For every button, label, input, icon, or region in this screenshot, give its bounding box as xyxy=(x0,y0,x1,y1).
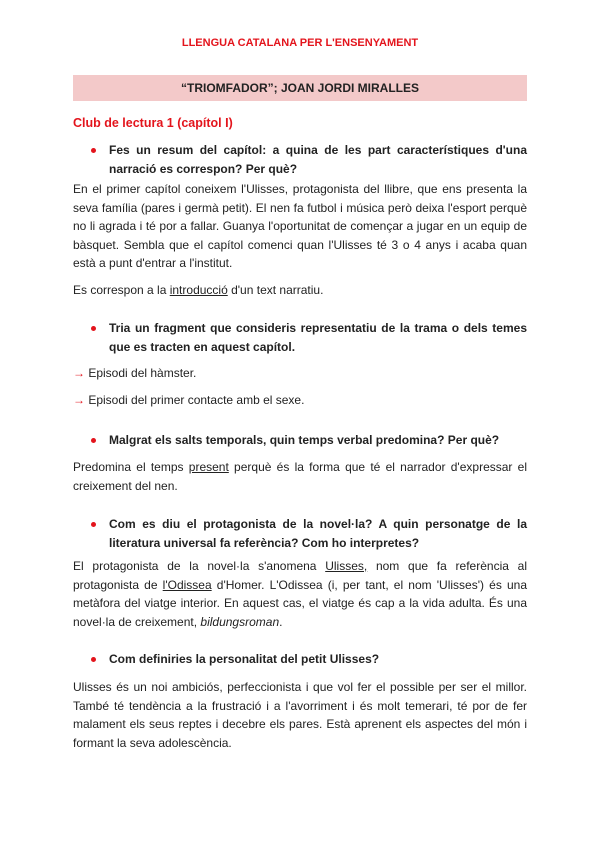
bullet-icon xyxy=(91,522,96,527)
question-text: Malgrat els salts temporals, quin temps verbal predomina? Per què? xyxy=(109,433,500,447)
answer-3 xyxy=(73,458,527,495)
text: Predomina el temps xyxy=(73,460,189,474)
question-2 xyxy=(109,319,527,356)
arrow-icon: → xyxy=(73,366,85,380)
document-header: LLENGUA CATALANA PER L'ENSENYAMENT xyxy=(181,37,419,49)
title-banner: “TRIOMFADOR”; JOAN JORDI MIRALLES xyxy=(73,75,527,101)
text: Episodi del hàmster. xyxy=(85,366,197,380)
underlined-text: present xyxy=(188,460,229,474)
answer-4 xyxy=(73,557,527,631)
answer-2-item xyxy=(73,391,527,410)
question-text: Com definiries la personalitat del petit Ulisses? xyxy=(109,652,380,666)
text: Episodi del primer contacte amb el sexe. xyxy=(85,393,305,407)
text: El protagonista de la novel·la s'anomena xyxy=(73,559,326,573)
text: d'Homer. L'Odissea (i, per tant, el nom 'Ulisses') és una metàfora del viatge interior. En aquest cas, el viatge és cap a la vida adulta. És una novel·la de creixement, xyxy=(73,577,527,629)
question-text: Fes un resum del capítol: a quina de les part característiques d'una narració es correspon? Per què? xyxy=(109,143,527,176)
question-5 xyxy=(109,650,527,669)
underlined-text: introducció xyxy=(169,283,228,297)
underlined-text: Ulisses, xyxy=(325,559,368,573)
bullet-icon xyxy=(91,657,96,662)
underlined-text: l'Odissea xyxy=(162,577,212,592)
answer-2-item xyxy=(73,364,527,383)
text: d'un text narratiu. xyxy=(227,283,324,297)
italic-text: bildungsroman xyxy=(200,614,280,629)
text: . xyxy=(279,614,283,629)
bullet-icon xyxy=(91,438,96,443)
answer-1b xyxy=(73,281,527,300)
answer-1: En el primer capítol coneixem l'Ulisses, protagonista del llibre, que ens presenta la seva família (pares i germà petit). El nen fa futbol i música però deixa l'esport perquè no li agrada i té por a fallar. Guanya l'oportunitat de començar a jugar en un equip de bàsquet. Sembla que el capítol comenci quan l'Ulisses té 3 o 4 anys i acaba quan està a punt d'entrar a l'institut. xyxy=(73,182,527,271)
bullet-icon xyxy=(91,326,96,331)
answer-5: Ulisses és un noi ambiciós, perfeccionista i que vol fer el possible per ser el millor. També té tendència a la frustració i a l'avorriment i és molt temerari, té por de fer malament els seus reptes i decebre els pares. Està aprenent els aspectes del món i formant la seva adolescència. xyxy=(73,680,527,750)
question-text: Com es diu el protagonista de la novel·la? A quin personatge de la literatura universal fa referència? Com ho interpretes? xyxy=(109,517,527,550)
bullet-icon xyxy=(91,148,96,153)
text: perquè és la forma que té el narrador d'expressar el creixement del nen. xyxy=(73,460,527,493)
arrow-icon: → xyxy=(73,393,85,407)
section-heading: Club de lectura 1 (capítol I) xyxy=(73,116,233,130)
question-1 xyxy=(109,141,527,178)
text: Es correspon a la xyxy=(73,283,170,297)
question-3 xyxy=(109,431,527,450)
question-4 xyxy=(109,515,527,552)
text: nom que fa referència al protagonista de xyxy=(73,559,527,592)
question-text: Tria un fragment que consideris representatiu de la trama o dels temes que es tracten en aquest capítol. xyxy=(109,321,527,354)
